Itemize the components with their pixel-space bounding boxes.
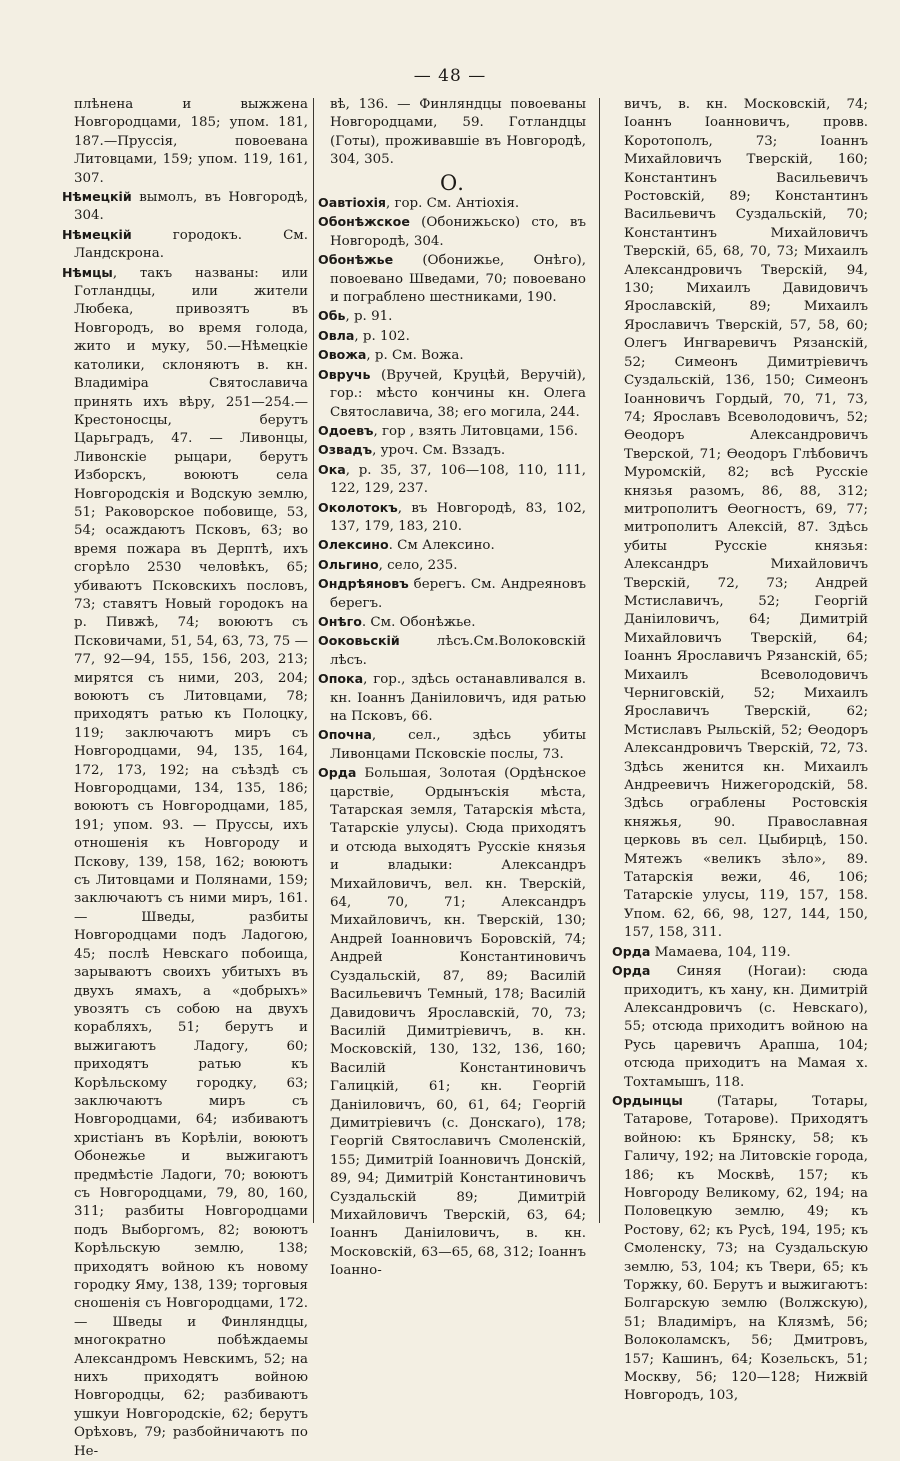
- entry-text: Мамаева, 104, 119.: [650, 944, 791, 960]
- entry-text: , уроч. См. Вззадъ.: [372, 443, 506, 459]
- entry-text: городокъ. См. Ландскрона.: [74, 227, 308, 262]
- entry-headword: Овручь: [318, 366, 371, 382]
- entry-text: , гор , взять Литовцами, 156.: [373, 423, 579, 439]
- entry-text: , въ Новгородѣ, 83, 102, 137, 179, 183, 210.: [330, 500, 586, 534]
- index-column-3: [612, 96, 868, 1404]
- index-entry: [318, 346, 586, 365]
- entry-headword: Обонѣжское: [318, 214, 410, 230]
- entry-headword: Овожа: [318, 347, 367, 363]
- entry-text: берегъ. См. Андреяновъ берегъ.: [330, 577, 586, 611]
- index-entry: [62, 226, 308, 264]
- entry-headword: Нѣмцы: [62, 264, 113, 280]
- section-letter: О.: [440, 170, 464, 195]
- index-entry: [318, 764, 586, 1280]
- entry-text: , р. 102.: [354, 328, 410, 344]
- column-divider: [313, 98, 314, 1223]
- index-entry: [318, 670, 586, 726]
- entry-text: лѣсъ.См.Волоковскій лѣсъ.: [330, 634, 586, 668]
- entry-headword: Орда: [318, 765, 357, 781]
- entry-text: . См. Обонѣжье.: [361, 614, 476, 630]
- index-entry: [318, 213, 586, 251]
- entry-headword: Орда: [612, 943, 651, 959]
- entry-text: Синяя (Ногаи): сюда приходитъ, къ хану, кн. Димитрій Александровичъ (с. Невскаго), 55; отсюда приходитъ войною на Русь царевичъ Арапша, 104; отсюда приходитъ на Мамая х. Тохтамышъ, 118.: [624, 964, 868, 1090]
- index-entry: [318, 726, 586, 764]
- entry-text: плѣнена и выжжена Новгородцами, 185; упом. 181, 187.—Пруссія, повоевана Литовцами, 159; упом. 119, 161, 307.: [74, 97, 308, 186]
- index-entry: [318, 422, 586, 441]
- index-entry: [318, 194, 586, 213]
- entry-headword: Онѣго: [318, 613, 362, 629]
- entry-headword: Ока: [318, 461, 346, 477]
- index-entry: [612, 962, 868, 1092]
- entry-headword: Опочна: [318, 727, 372, 743]
- entry-text: (Татары, Тотары, Татарове, Тотарове). Приходятъ войною: къ Брянску, 58; къ Галичу, 192; на Литовскіе города, 186; къ Москвѣ, 157; къ Новгороду Великому, 62, 194; на Половецкую землю, 49; къ Ростову, 62; къ Русѣ, 194, 195; къ Смоленску, 73; на Суздальскую землю, 53, 104; къ Твери, 65; къ Торжку, 60. Берутъ и выжигаютъ: Болгарскую землю (Волжскую), 51; Владиміръ, на Клязмѣ, 56; Волоколамскъ, 56; Дмитровъ, 157; Кашинъ, 64; Козельскъ, 51; Москву, 56; 120—128; Нижвій Новгородъ, 103,: [624, 1093, 868, 1404]
- entry-text: , р. 35, 37, 106—108, 110, 111, 122, 129, 237.: [330, 462, 586, 497]
- entry-headword: Овла: [318, 327, 355, 343]
- entry-text: . См Алексино.: [388, 538, 495, 554]
- entry-headword: Оавтіохія: [318, 195, 386, 211]
- index-entry: [318, 366, 586, 422]
- index-entry: [318, 613, 586, 632]
- index-entry: [318, 536, 586, 555]
- index-entry: [318, 307, 586, 326]
- index-column-2: [318, 96, 586, 1279]
- index-entry: [318, 251, 586, 307]
- index-entry: [318, 327, 586, 346]
- entry-headword: Ооковьскій: [318, 633, 400, 649]
- entry-text: , р. См. Вожа.: [366, 348, 464, 364]
- entry-text: (Обонижьско) сто, въ Новгородѣ, 304.: [330, 215, 586, 249]
- entry-headword: Ордынцы: [612, 1092, 683, 1108]
- entry-text: (Вручей, Круцѣй, Веручій), гор.: мѣсто кончины кн. Олега Святославича, 38; его могила, 244.: [330, 367, 586, 420]
- index-entry: [62, 264, 308, 1461]
- index-entry: [318, 441, 586, 460]
- entry-text: вымолъ, въ Новгородѣ, 304.: [74, 190, 308, 224]
- entry-text: (Обонижье, Онѣго), повоевано Шведами, 70; повоевано и пограблено шестниками, 190.: [330, 253, 586, 306]
- entry-text: , гор., здѣсь останавливался в. кн. Іоаннъ Даніиловичъ, идя ратью на Псковъ, 66.: [330, 672, 586, 724]
- entry-headword: Олексино: [318, 537, 389, 553]
- index-entry: [612, 1092, 868, 1406]
- index-column-1: [62, 96, 308, 1459]
- entry-headword: Ондрѣяновъ: [318, 576, 409, 592]
- entry-text: , гор. См. Антіохія.: [385, 196, 520, 212]
- entry-headword: Одоевъ: [318, 422, 374, 438]
- entry-headword: Обонѣжье: [318, 252, 394, 268]
- page-number: — 48 —: [413, 66, 487, 86]
- column-divider: [599, 98, 600, 1223]
- entry-headword: Околотокъ: [318, 499, 398, 515]
- entry-headword: Орда: [612, 963, 651, 979]
- entry-text: , сел., здѣсь убиты Ливонцами Псковскіе послы, 73.: [330, 728, 586, 762]
- entry-continuation: [612, 96, 868, 943]
- index-entry: [318, 556, 586, 575]
- entry-text: Большая, Золотая (Ордѣнское царствіе, Ордынъскія мѣста, Татарская земля, Татарскія мѣста, Татарскіе улусы). Сюда приходятъ и отсюда выходятъ Русскіе князья и владыки: Александръ Михайловичъ, вел. кн. Тверскій, 64, 70, 71; Александръ Михайловичъ, кн. Тверскій, 130; Андрей Іоанновичъ Боровскій, 74; Андрей Константиновичъ Суздальскій, 87, 89; Василій Васильевичъ Темный, 178; Василій Давидовичъ Ярославскій, 70, 73; Василій Димитріевичъ, в. кн. Московскій, 130, 132, 136, 160; Василій Константиновичъ Галицкій, 61; кн. Георгій Даніиловичъ, 60, 61, 64; Георгій Димитріевичъ (с. Донскаго), 178; Георгій Святославичъ Смоленскій, 155; Димитрій Іоанновичъ Донскій, 89, 94; Димитрій Константиновичъ Суздальскій 89; Димитрій Михайловичъ Тверскій, 63, 64; Іоаннъ Даніиловичъ, в. кн. Московскій, 63—65, 68, 312; Іоаннъ Іоанно-: [330, 766, 586, 1279]
- entry-headword: Ольгино: [318, 556, 379, 572]
- entry-headword: Озвадъ: [318, 442, 373, 458]
- entry-text: , такъ названы: или Готландцы, или жители Любека, привозятъ въ Новгородъ, во время голода, жито и муку, 50.—Нѣмецкіе католики, склоняютъ в. кн. Владиміра Святославича принять ихъ вѣру, 251—254.—Крестоносцы, берутъ Царьградъ, 47. — Ливонцы, Ливонскіе рыцари, берутъ Изборскъ, воюютъ села Новгородскія и Водскую землю, 51; Раковорское побовище, 53, 54; осаждаютъ Псковъ, 63; во время пожара въ Дерптѣ, ихъ сгорѣло 2530 человѣкъ, 65; убиваютъ Псковскихъ пословъ, 73; ставятъ Новый городокъ на р. Пивжѣ, 74; воюютъ съ Псковичами, 51, 54, 63, 73, 75 — 77, 92—94, 155, 156, 203, 213; мирятся съ ними, 203, 204; воюютъ съ Литовцами, 78; приходятъ ратью къ Полоцку, 119; заключаютъ миръ съ Новгородцами, 94, 135, 164, 172, 173, 192; на съѣздѣ съ Новгородцами, 134, 135, 186; воюютъ съ Новгородцами, 185, 191; упом. 93. — Пруссы, ихъ отношенія къ Новгороду и Пскову, 139, 158, 162; воюютъ съ Литовцами и Полянами, 159; заключаютъ съ ними миръ, 161.— Шведы, разбиты Новгородцами подъ Ладогою, 45; послѣ Невскаго побоища, зарываютъ своихъ убитыхъ въ двухъ ямахъ, а «добрыхъ» увозятъ съ собою на двухъ корабляхъ, 51; берутъ и выжигаютъ Ладогу, 60; приходятъ ратью къ Корѣльскому городку, 63; заключаютъ миръ съ Новгородцами, 64; избиваютъ христіанъ въ Корѣліи, воюютъ Обонежье и выжигаютъ предмѣстіе Ладоги, 70; воюютъ съ Новгородцами, 79, 80, 160, 311; разбиты Новгородцами подъ Выборгомъ, 82; воюютъ Корѣльскую землю, 138; приходятъ войною къ новому городку Яму, 138, 139; торговыя сношенія съ Новгородцами, 172.— Шведы и Финляндцы, многократно побѣждаемы Александромъ Невскимъ, 52; на нихъ приходятъ войною Новгородцы, 62; разбиваютъ ушкуи Новгородскіе, 62; берутъ Орѣховъ, 79; разбойничаютъ по Не-: [74, 265, 308, 1459]
- entry-headword: Обь: [318, 308, 346, 324]
- entry-headword: Нѣмецкій: [62, 189, 132, 205]
- entry-headword: Опока: [318, 671, 364, 687]
- entry-continuation: [318, 96, 586, 170]
- index-entry: [318, 499, 586, 537]
- entry-text: вѣ, 136. — Финляндцы повоеваны Новгородцами, 59. Готландцы (Готы), проживавшіе въ Новгородѣ, 304, 305.: [330, 97, 586, 168]
- index-entry: [612, 943, 868, 962]
- index-entry: [318, 575, 586, 613]
- index-entry: [318, 461, 586, 499]
- entry-headword: Нѣмецкій: [62, 226, 132, 242]
- entry-text: , р. 91.: [345, 309, 393, 325]
- entry-text: вичъ, в. кн. Московскій, 74; Іоаннъ Іоанновичъ, провв. Коротополъ, 73; Іоаннъ Михайловичъ Тверскій, 160; Константинъ Васильевичъ Ростовскій, 89; Константинъ Васильевичъ Суздальскій, 70; Константинъ Михайловичъ Тверскій, 65, 68, 70, 73; Михаилъ Александровичъ Тверскій, 94, 130; Михаилъ Давидовичъ Ярославскій, 89; Михаилъ Ярославичъ Тверскій, 57, 58, 60; Олегъ Ингваревичъ Рязанскій, 52; Симеонъ Димитріевичъ Суздальскій, 136, 150; Симеонъ Іоанновичъ Гордый, 70, 71, 73, 74; Ярославъ Всеволодовичъ, 52; Ѳеодоръ Александровичъ Тверской, 71; Ѳеодоръ Глѣбовичъ Муромскій, 82; всѣ Русскіе князья разомъ, 86, 88, 312; митрополитъ Ѳеогностъ, 69, 77; митрополитъ Алексій, 87. Здѣсь убиты Русскіе князья: Александръ Михайловичъ Тверскій, 72, 73; Андрей Мстиславичъ, 52; Георгій Даніиловичъ, 64; Димитрій Михайловичъ Тверскій, 64; Іоаннъ Ярославичъ Рязанскій, 65; Михаилъ Всеволодовичъ Черниговскій, 52; Михаилъ Ярославичъ Тверскій, 62; Мстиславъ Рыльскій, 52; Ѳеодоръ Александровичъ Тверскій, 72, 73. Здѣсь женится кн. Михаилъ Андреевичъ Нижегородскій, 58. Здѣсь ограблены Ростовскія княжья, 90. Православная церковь въ сел. Цыбирцѣ, 150. Мятежъ «великъ зѣло», 89. Татарскія вежи, 46, 106; Татарскіе улусы, 119, 157, 158. Упом. 62, 66, 98, 127, 144, 150, 157, 158, 311.: [624, 97, 868, 941]
- entry-continuation: [62, 96, 308, 188]
- entry-text: , село, 235.: [378, 557, 458, 573]
- index-entry: [62, 188, 308, 226]
- index-entry: [318, 632, 586, 670]
